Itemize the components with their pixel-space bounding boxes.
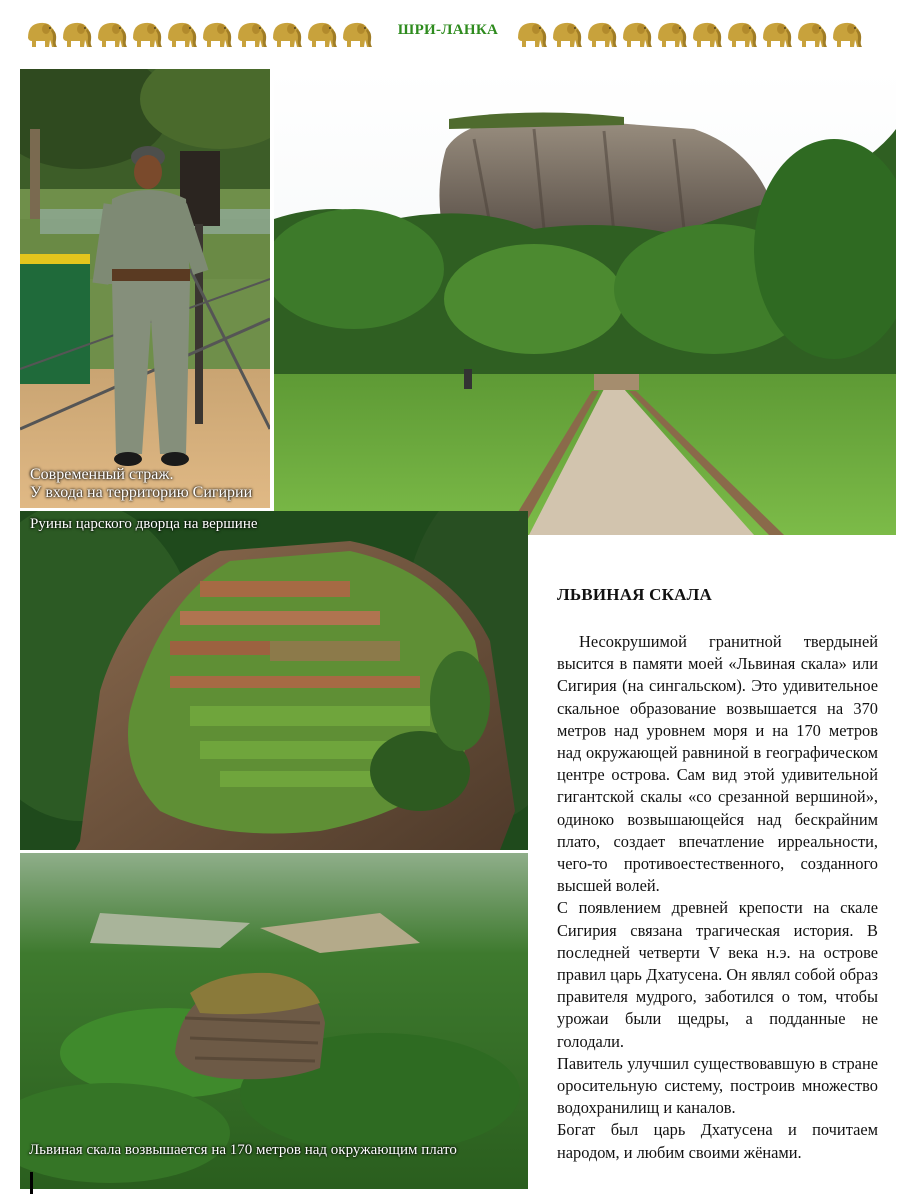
article-heading: ЛЬВИНАЯ СКАЛА [557,585,712,604]
page-header [0,0,916,66]
elephant-icon [514,16,548,52]
page-edge-mark [30,1172,33,1194]
elephant-icon [619,16,653,52]
elephant-icon [24,16,58,52]
caption-guard [30,466,252,502]
elephant-icon [339,16,373,52]
elephant-ornament-left [24,16,373,52]
page-title: ШРИ-ЛАНКА [397,22,499,38]
elephant-icon [549,16,583,52]
article-paragraph: Богат был царь Дхатусена и почитаем народом, и любим своими жёнами. [557,1120,878,1162]
elephant-icon [129,16,163,52]
elephant-icon [654,16,688,52]
elephant-icon [689,16,723,52]
elephant-icon [199,16,233,52]
elephant-icon [94,16,128,52]
article-paragraph: С появлением древней крепости на скале Сигирия связана трагическая история. В последней четверти V века н.э. на острове правил царь Дхатусена. Он являл собой образ правителя мудрого, заботился о том, чтобы урожаи были щедры, а подданные не голодали. [557,898,878,1051]
article-paragraph: Павитель улучшил существовавшую в стране оросительную систему, построив множество водохранилищ и каналов. [557,1053,878,1118]
caption-aerial: Львиная скала возвышается на 170 метров над окружающим плато [29,1142,457,1158]
photo-guard [20,69,270,508]
caption-guard-line1: Современный страж. [30,466,174,483]
elephant-icon [304,16,338,52]
caption-guard-line2: У входа на территорию Сигирии [30,484,253,501]
elephant-icon [794,16,828,52]
elephant-icon [724,16,758,52]
elephant-icon [269,16,303,52]
article [557,585,878,1164]
photo-sigiriya-rock [274,69,896,535]
caption-ruins: Руины царского дворца на вершине [30,516,258,532]
elephant-ornament-right [514,16,863,52]
photo-aerial-view [20,853,528,1189]
elephant-icon [164,16,198,52]
article-paragraph: Несокрушимой гранитной твердыней высится в памяти моей «Львиная скала» или Сигирия (на сингальском). Это удивительное скальное образование возвышается на 370 метров над уровнем моря и на 170 метров над окружающей равниной в географическом центре острова. Сам вид этой удивительной гигантской скалы «со срезанной вершиной», одиноко возвышающейся над бескрайним плато, создает впечатление ирреальности, чего-то противоестественного, созданного высшей волей. [557,632,878,896]
elephant-icon [584,16,618,52]
elephant-icon [829,16,863,52]
photo-palace-ruins [20,511,528,850]
elephant-icon [59,16,93,52]
elephant-icon [234,16,268,52]
elephant-icon [759,16,793,52]
